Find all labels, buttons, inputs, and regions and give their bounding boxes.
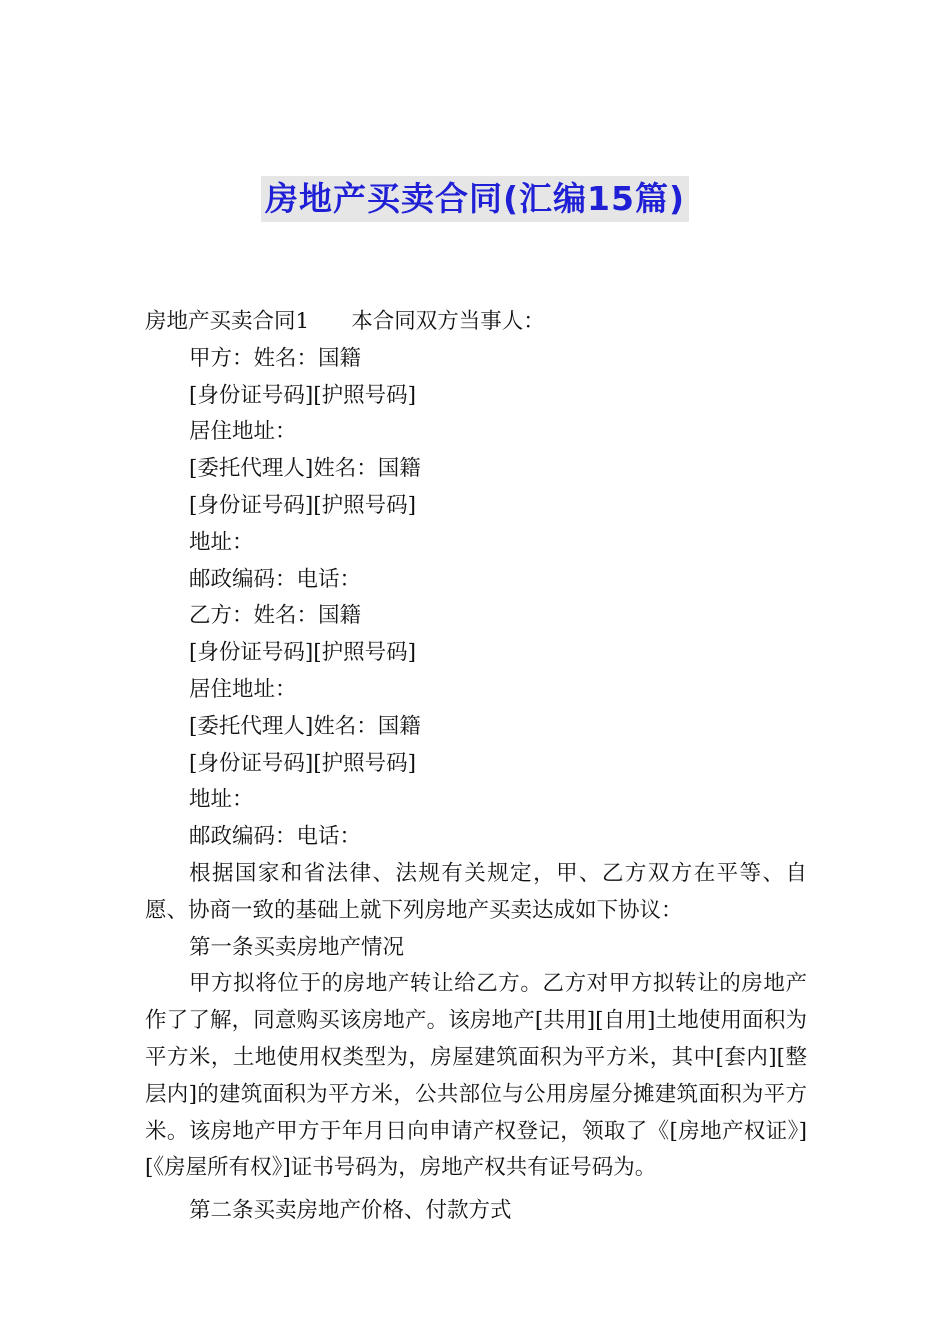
article-1-body: 甲方拟将位于的房地产转让给乙方。乙方对甲方拟转让的房地产作了了解，同意购买该房地产。该房地产[共用][自用]土地使用面积为平方米，土地使用权类型为，房屋建筑面积为平方米，其中[套内][整层内]的建筑面积为平方米，公共部位与公用房屋分摊建筑面积为平方米。该房地产甲方于年月日向申请产权登记，领取了《[房地产权证》][《房屋所有权》]证书号码为，房地产权共有证号码为。 xyxy=(145,971,807,1181)
party-line: [委托代理人]姓名：国籍 xyxy=(189,713,421,739)
document-body xyxy=(145,304,807,1230)
parties-heading: 本合同双方当事人： xyxy=(351,309,545,334)
party-line: 地址： xyxy=(189,787,254,813)
party-line: 邮政编码：电话： xyxy=(189,824,362,850)
party-line: 居住地址： xyxy=(189,676,297,702)
party-line: [委托代理人]姓名：国籍 xyxy=(189,456,421,482)
intro-paragraph: 根据国家和省法律、法规有关规定，甲、乙方双方在平等、自愿、协商一致的基础上就下列房地产买卖达成如下协议： xyxy=(145,860,807,923)
party-line: [身份证号码][护照号码] xyxy=(189,382,417,408)
party-line: 居住地址： xyxy=(189,419,297,445)
party-line: 甲方：姓名：国籍 xyxy=(189,345,362,371)
party-line: [身份证号码][护照号码] xyxy=(189,640,417,666)
document-title: 房地产买卖合同(汇编15篇) xyxy=(261,176,689,222)
party-line: [身份证号码][护照号码] xyxy=(189,750,417,776)
article-2-title: 第二条买卖房地产价格、付款方式 xyxy=(189,1198,512,1224)
party-line: 邮政编码：电话： xyxy=(189,566,362,592)
contract-heading-line xyxy=(145,304,807,341)
party-line: [身份证号码][护照号码] xyxy=(189,492,417,518)
contract-heading: 房地产买卖合同1 xyxy=(145,309,310,334)
article-1-title: 第一条买卖房地产情况 xyxy=(189,934,405,960)
title-container xyxy=(0,176,950,222)
party-line: 乙方：姓名：国籍 xyxy=(189,603,362,629)
party-line: 地址： xyxy=(189,529,254,555)
